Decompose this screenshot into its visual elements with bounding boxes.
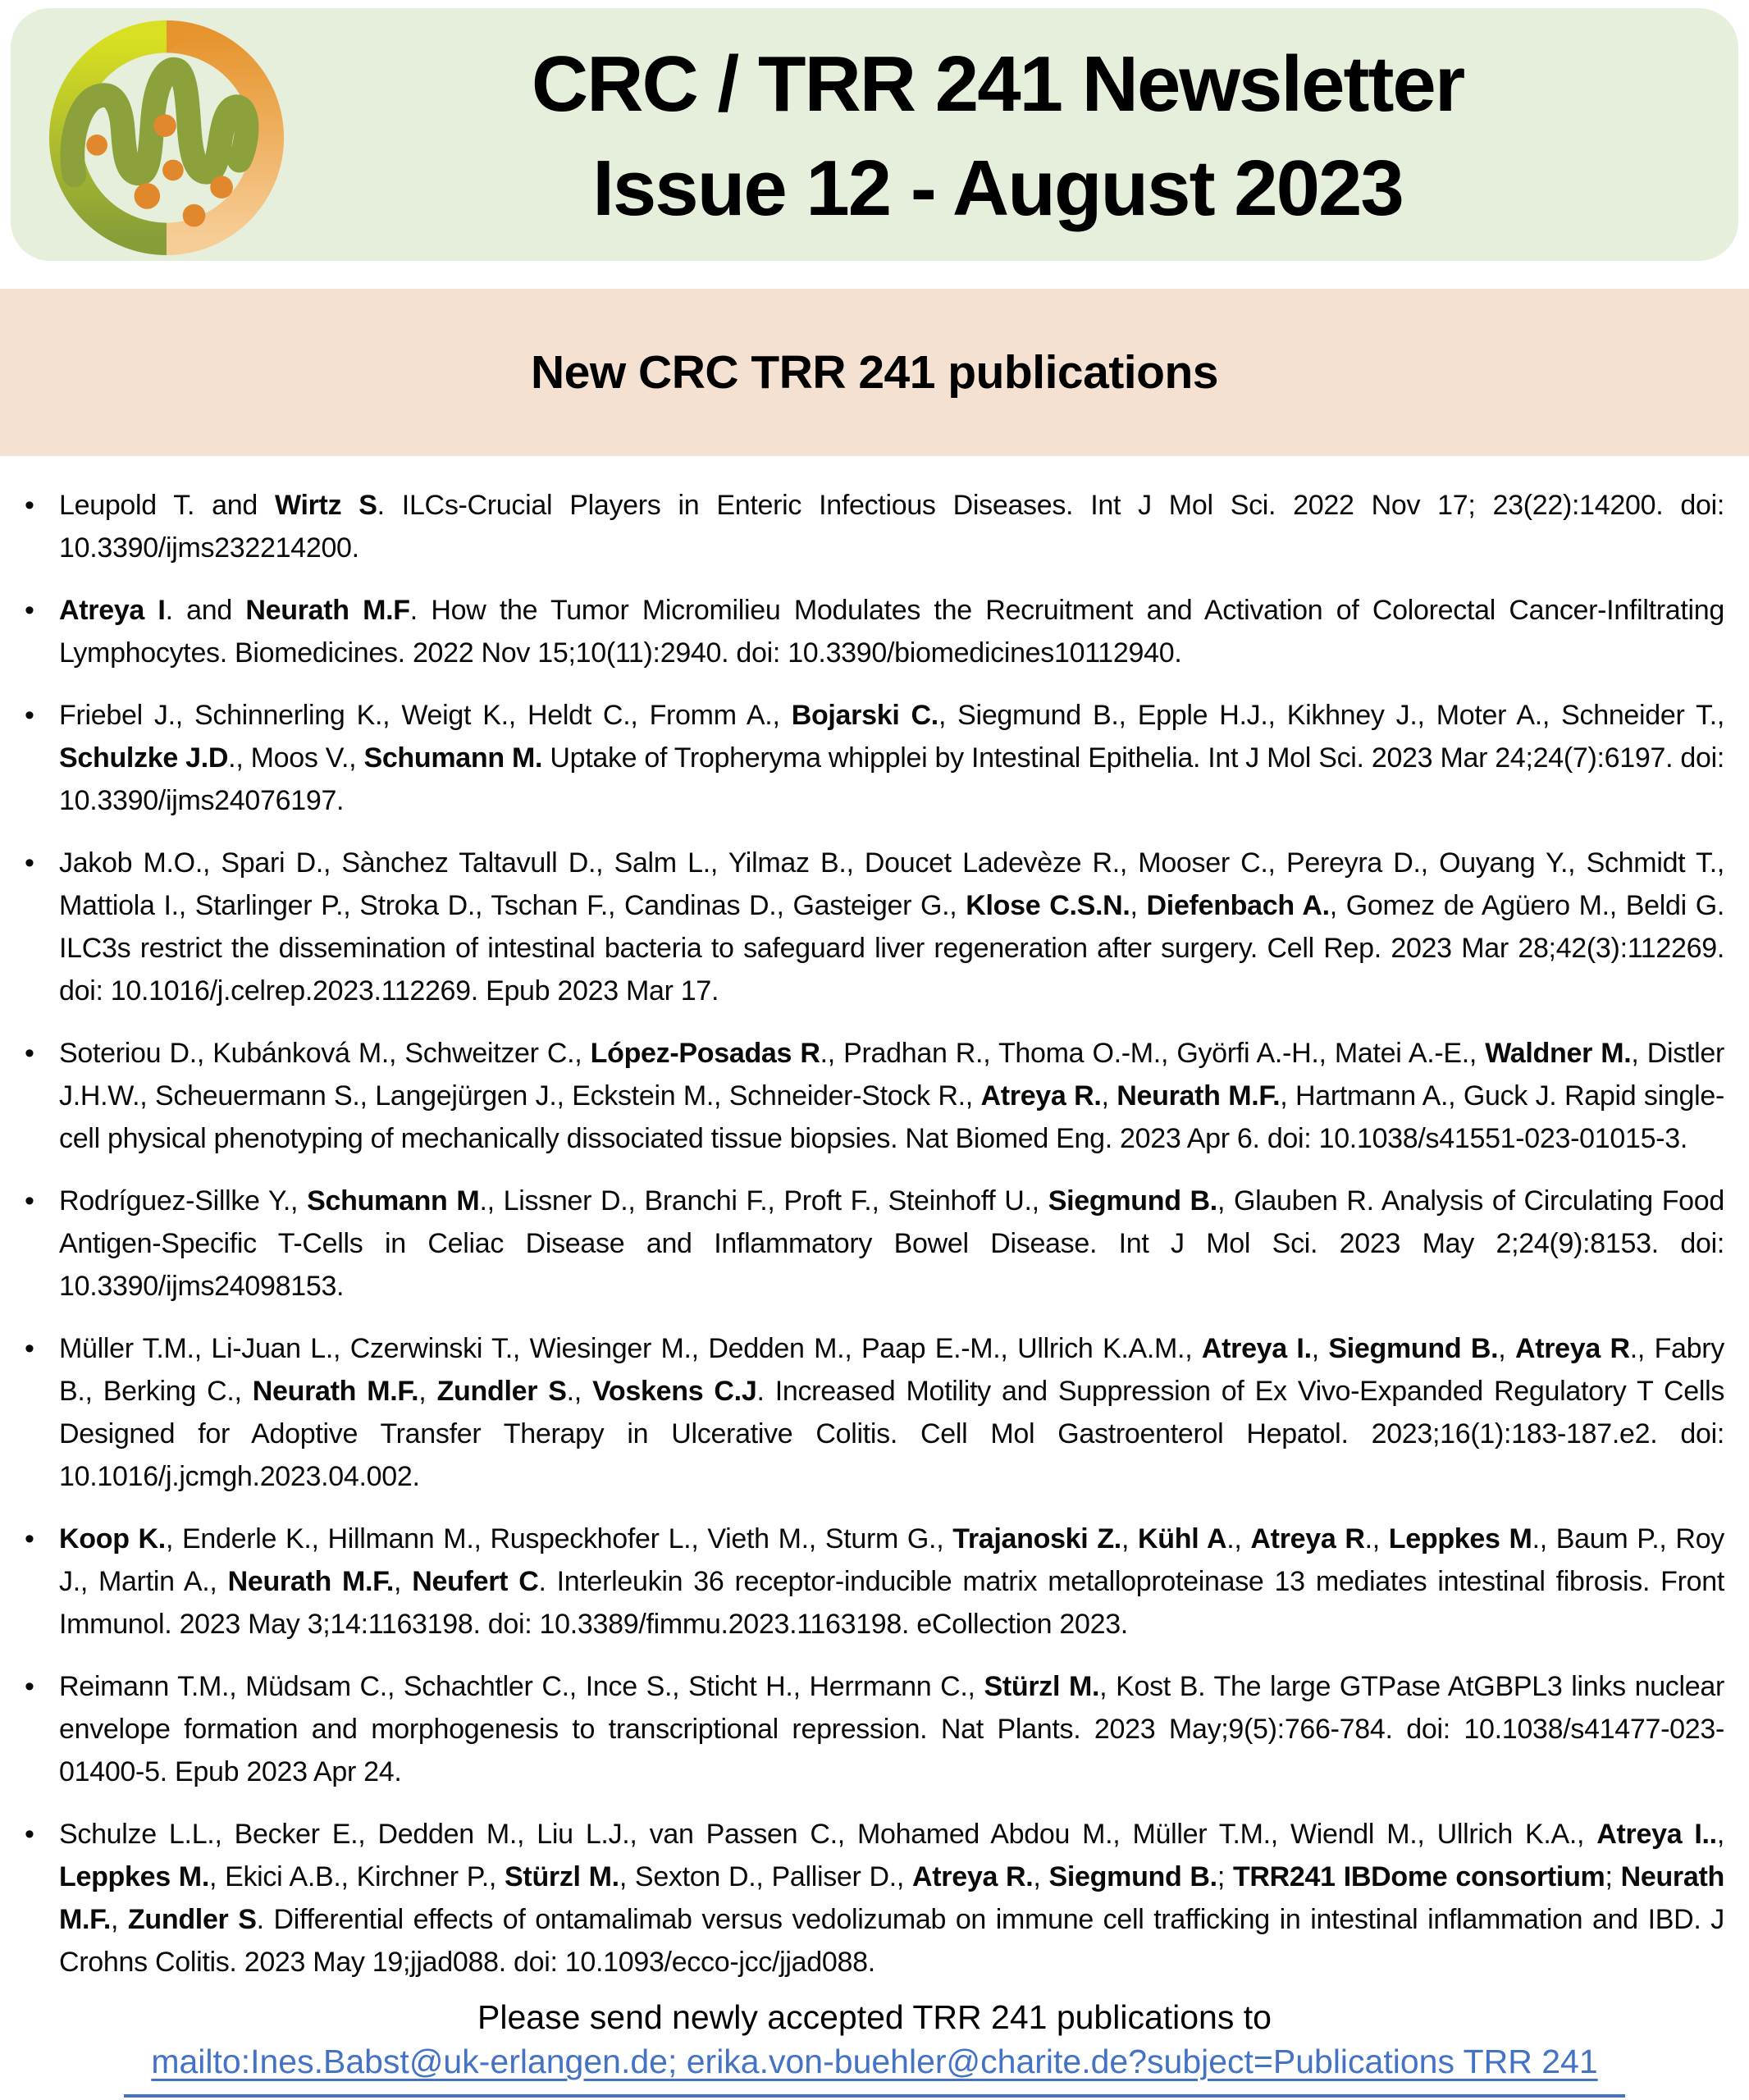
publication-text: Soteriou D., Kubánková M., Schweitzer C., López-Posadas R., Pradhan R., Thoma O.-M., Györfi A.-H., Matei A.-E., Waldner M., Distler J.H.W., Scheuermann S., Langejürgen J., Eckstein M., Schneider-Stock R., Atreya R., Neurath M.F., Hartmann A., Guck J. Rapid single-cell physical phenotyping of mechanically dissociated tissue biopsies. Nat Biomed Eng. 2023 Apr 6. doi: 10.1038/s41551-023-01015-3.: [59, 1038, 1725, 1154]
section-bar: [0, 289, 1749, 456]
section-title: New CRC TRR 241 publications: [531, 346, 1218, 399]
publication-text: Friebel J., Schinnerling K., Weigt K., Heldt C., Fromm A., Bojarski C., Siegmund B., Epple H.J., Kikhney J., Moter A., Schneider T., Schulzke J.D., Moos V., Schumann M. Uptake of Tropheryma whipplei by Intestinal Epithelia. Int J Mol Sci. 2023 Mar 24;24(7):6197. doi: 10.3390/ijms24076197.: [59, 700, 1725, 816]
newsletter-title: [281, 33, 1714, 240]
bullet-icon: •: [25, 1333, 34, 1364]
publication-item: [25, 1180, 1724, 1308]
publication-text: Reimann T.M., Müdsam C., Schachtler C., Ince S., Sticht H., Herrmann C., Stürzl M., Kost B. The large GTPase AtGBPL3 links nuclear envelope formation and morphogenesis to transcriptional repression. Nat Plants. 2023 May;9(5):766-784. doi: 10.1038/s41477-023-01400-5. Epub 2023 Apr 24.: [59, 1671, 1724, 1787]
publications-list: [0, 466, 1749, 1993]
link-underline-cutoff: [124, 2094, 1625, 2098]
bullet-icon: •: [25, 847, 34, 879]
publication-item: [25, 694, 1724, 822]
newsletter-title-line1: CRC / TRR 241 Newsletter: [531, 40, 1464, 128]
publication-text: Jakob M.O., Spari D., Sànchez Taltavull D., Salm L., Yilmaz B., Doucet Ladevèze R., Mooser C., Pereyra D., Ouyang Y., Schmidt T., Mattiola I., Starlinger P., Stroka D., Tschan F., Candinas D., Gasteiger G., Klose C.S.N., Diefenbach A., Gomez de Agüero M., Beldi G. ILC3s restrict the dissemination of intestinal bacteria to safeguard liver regeneration after surgery. Cell Rep. 2023 Mar 28;42(3):112269. doi: 10.1016/j.celrep.2023.112269. Epub 2023 Mar 17.: [59, 847, 1724, 1007]
publication-item: [25, 1032, 1724, 1160]
bullet-icon: •: [25, 1819, 34, 1850]
bullet-icon: •: [25, 1038, 34, 1069]
bullet-icon: •: [25, 595, 34, 626]
mailto-link[interactable]: mailto:Ines.Babst@uk-erlangen.de; erika.von-buehler@charite.de?subject=Publications TRR 241: [151, 2043, 1598, 2080]
publication-item: [25, 1327, 1724, 1498]
publication-text: Atreya I. and Neurath M.F. How the Tumor Micromilieu Modulates the Recruitment and Activation of Colorectal Cancer-Infiltrating Lymphocytes. Biomedicines. 2022 Nov 15;10(11):2940. doi: 10.3390/biomedicines10112940.: [59, 595, 1724, 669]
publication-text: Leupold T. and Wirtz S. ILCs-Crucial Players in Enteric Infectious Diseases. Int J Mol Sci. 2022 Nov 17; 23(22):14200. doi: 10.3390/ijms232214200.: [59, 490, 1724, 564]
publication-item: [25, 589, 1724, 674]
publication-text: Rodríguez-Sillke Y., Schumann M., Lissner D., Branchi F., Proft F., Steinhoff U., Siegmund B., Glauben R. Analysis of Circulating Food Antigen-Specific T-Cells in Celiac Disease and Inflammatory Bowel Disease. Int J Mol Sci. 2023 May 2;24(9):8153. doi: 10.3390/ijms24098153.: [59, 1185, 1724, 1302]
footer-link-line: [0, 2043, 1749, 2081]
bullet-icon: •: [25, 1523, 34, 1554]
newsletter-header: [11, 8, 1738, 261]
publication-text: Müller T.M., Li-Juan L., Czerwinski T., Wiesinger M., Dedden M., Paap E.-M., Ullrich K.A.M., Atreya I., Siegmund B., Atreya R., Fabry B., Berking C., Neurath M.F., Zundler S., Voskens C.J. Increased Motility and Suppression of Ex Vivo-Expanded Regulatory T Cells Designed for Adoptive Transfer Therapy in Ulcerative Colitis. Cell Mol Gastroenterol Hepatol. 2023;16(1):183-187.e2. doi: 10.1016/j.jcmgh.2023.04.002.: [59, 1333, 1725, 1492]
publication-item: [25, 1665, 1724, 1793]
publication-item: [25, 1813, 1724, 1984]
publication-item: [25, 842, 1724, 1012]
publication-text: Koop K., Enderle K., Hillmann M., Ruspeckhofer L., Vieth M., Sturm G., Trajanoski Z., Kühl A., Atreya R., Leppkes M., Baum P., Roy J., Martin A., Neurath M.F., Neufert C. Interleukin 36 receptor-inducible matrix metalloproteinase 13 mediates intestinal fibrosis. Front Immunol. 2023 May 3;14:1163198. doi: 10.3389/fimmu.2023.1163198. eCollection 2023.: [59, 1523, 1724, 1640]
publication-item: [25, 484, 1724, 569]
bullet-icon: •: [25, 700, 34, 731]
bullet-icon: •: [25, 490, 34, 521]
bullet-icon: •: [25, 1185, 34, 1217]
publication-item: [25, 1518, 1724, 1646]
footer-note: Please send newly accepted TRR 241 publications to: [477, 1998, 1272, 2036]
crc-trr241-logo-icon: [45, 15, 288, 258]
newsletter-title-line2: Issue 12 - August 2023: [592, 144, 1403, 232]
publication-text: Schulze L.L., Becker E., Dedden M., Liu L.J., van Passen C., Mohamed Abdou M., Müller T.M., Wiendl M., Ullrich K.A., Atreya I.., Leppkes M., Ekici A.B., Kirchner P., Stürzl M., Sexton D., Palliser D., Atreya R., Siegmund B.; TRR241 IBDome consortium; Neurath M.F., Zundler S. Differential effects of ontamalimab versus vedolizumab on immune cell trafficking in intestinal inflammation and IBD. J Crohns Colitis. 2023 May 19;jjad088. doi: 10.1093/ecco-jcc/jjad088.: [59, 1819, 1725, 1978]
bullet-icon: •: [25, 1671, 34, 1702]
